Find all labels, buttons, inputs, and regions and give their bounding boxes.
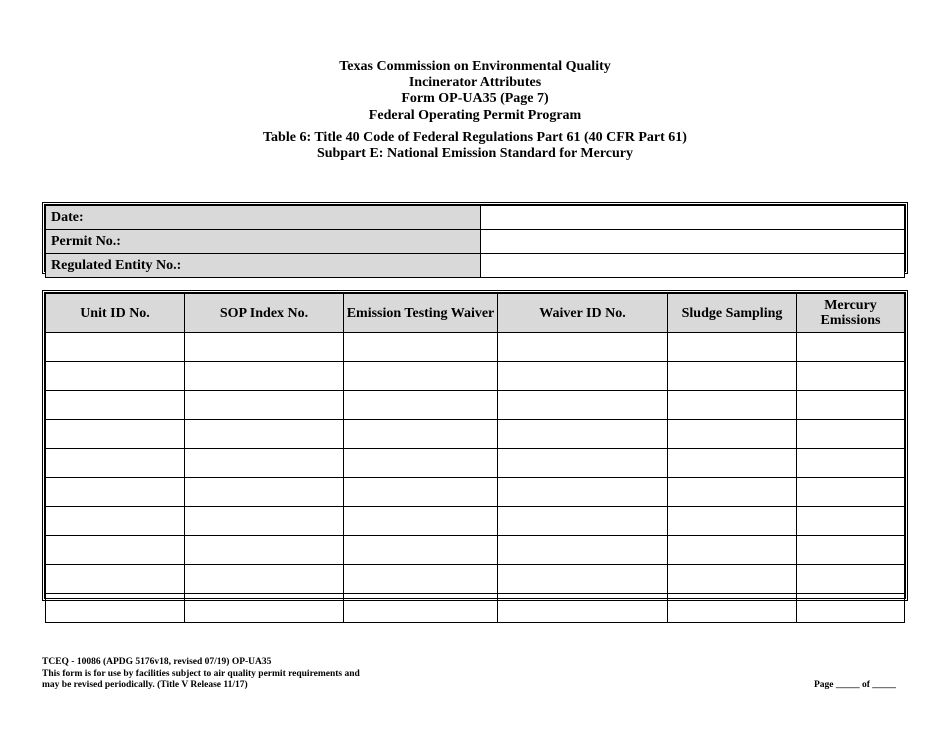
table-title: Table 6: Title 40 Code of Federal Regulations Part 61 (40 CFR Part 61) <box>263 129 687 145</box>
table-cell[interactable] <box>46 594 185 623</box>
permit-number-label: Permit No.: <box>46 230 481 254</box>
table-row <box>46 507 905 536</box>
table-cell[interactable] <box>185 536 344 565</box>
table-cell[interactable] <box>498 594 668 623</box>
table-cell[interactable] <box>797 362 905 391</box>
table-cell[interactable] <box>498 507 668 536</box>
agency-title: Texas Commission on Environmental Quality <box>339 59 611 74</box>
table-cell[interactable] <box>185 362 344 391</box>
table-cell[interactable] <box>668 420 797 449</box>
table-cell[interactable] <box>498 478 668 507</box>
table-cell[interactable] <box>46 449 185 478</box>
table-cell[interactable] <box>185 565 344 594</box>
table-cell[interactable] <box>46 420 185 449</box>
table-row <box>46 594 905 623</box>
table-cell[interactable] <box>498 362 668 391</box>
table-cell[interactable] <box>797 594 905 623</box>
table-cell[interactable] <box>344 362 498 391</box>
table-cell[interactable] <box>797 391 905 420</box>
table-cell[interactable] <box>185 391 344 420</box>
table-cell[interactable] <box>668 565 797 594</box>
mercury-table <box>42 290 908 601</box>
table-cell[interactable] <box>797 420 905 449</box>
table-cell[interactable] <box>185 420 344 449</box>
table-cell[interactable] <box>498 391 668 420</box>
table-cell[interactable] <box>46 507 185 536</box>
regulated-entity-label: Regulated Entity No.: <box>46 254 481 278</box>
table-cell[interactable] <box>344 333 498 362</box>
table-body <box>46 333 905 623</box>
form-subtitle: Incinerator Attributes <box>408 75 542 91</box>
table-cell[interactable] <box>185 333 344 362</box>
col-unit-id: Unit ID No. <box>46 294 185 333</box>
table-cell[interactable] <box>46 478 185 507</box>
col-mercury-emissions-line1: Mercury <box>824 298 877 313</box>
table-cell[interactable] <box>344 507 498 536</box>
table-cell[interactable] <box>46 565 185 594</box>
table-row <box>46 333 905 362</box>
col-mercury-emissions <box>797 294 905 333</box>
table-cell[interactable] <box>668 594 797 623</box>
table-cell[interactable] <box>344 391 498 420</box>
col-mercury-emissions-line2: Emissions <box>820 313 881 328</box>
table-row <box>46 391 905 420</box>
col-sop-index: SOP Index No. <box>185 294 344 333</box>
table-row <box>46 449 905 478</box>
table-subtitle: Subpart E: National Emission Standard for Mercury <box>316 146 634 162</box>
table-cell[interactable] <box>668 333 797 362</box>
table-cell[interactable] <box>797 536 905 565</box>
table-cell[interactable] <box>498 536 668 565</box>
table-row <box>46 420 905 449</box>
table-row <box>46 478 905 507</box>
regulated-entity-field[interactable] <box>481 254 905 278</box>
col-emission-testing-waiver: Emission Testing Waiver <box>344 294 498 333</box>
form-notice-line1: This form is for use by facilities subject to air quality permit requirements and <box>42 668 360 679</box>
table-cell[interactable] <box>668 536 797 565</box>
table-cell[interactable] <box>498 420 668 449</box>
table-cell[interactable] <box>46 362 185 391</box>
table-cell[interactable] <box>46 536 185 565</box>
form-header <box>0 59 950 162</box>
form-revision: TCEQ - 10086 (APDG 5176v18, revised 07/19) OP-UA35 <box>42 657 272 667</box>
table-cell[interactable] <box>797 449 905 478</box>
table-cell[interactable] <box>344 536 498 565</box>
table-row <box>46 536 905 565</box>
form-notice-line2: may be revised periodically. (Title V Release 11/17) <box>42 680 248 690</box>
table-cell[interactable] <box>185 507 344 536</box>
form-number: Form OP-UA35 (Page 7) <box>401 91 549 107</box>
table-cell[interactable] <box>797 333 905 362</box>
table-cell[interactable] <box>668 391 797 420</box>
date-field[interactable] <box>481 206 905 230</box>
table-cell[interactable] <box>797 507 905 536</box>
table-cell[interactable] <box>185 594 344 623</box>
date-label: Date: <box>46 206 481 230</box>
program-name: Federal Operating Permit Program <box>368 107 582 123</box>
col-sludge-sampling: Sludge Sampling <box>668 294 797 333</box>
table-cell[interactable] <box>498 449 668 478</box>
table-row <box>46 362 905 391</box>
table-cell[interactable] <box>668 507 797 536</box>
col-waiver-id: Waiver ID No. <box>498 294 668 333</box>
table-cell[interactable] <box>344 449 498 478</box>
table-cell[interactable] <box>498 333 668 362</box>
info-box <box>42 202 908 274</box>
table-cell[interactable] <box>344 478 498 507</box>
table-cell[interactable] <box>797 565 905 594</box>
table-cell[interactable] <box>797 478 905 507</box>
table-cell[interactable] <box>498 565 668 594</box>
form-footer <box>42 657 360 692</box>
table-cell[interactable] <box>344 420 498 449</box>
table-cell[interactable] <box>185 449 344 478</box>
table-cell[interactable] <box>344 594 498 623</box>
table-cell[interactable] <box>46 391 185 420</box>
table-cell[interactable] <box>344 565 498 594</box>
table-row <box>46 565 905 594</box>
permit-number-field[interactable] <box>481 230 905 254</box>
table-cell[interactable] <box>668 362 797 391</box>
table-cell[interactable] <box>185 478 344 507</box>
table-cell[interactable] <box>668 478 797 507</box>
table-cell[interactable] <box>668 449 797 478</box>
page-number: Page _____ of _____ <box>813 680 896 690</box>
table-cell[interactable] <box>46 333 185 362</box>
